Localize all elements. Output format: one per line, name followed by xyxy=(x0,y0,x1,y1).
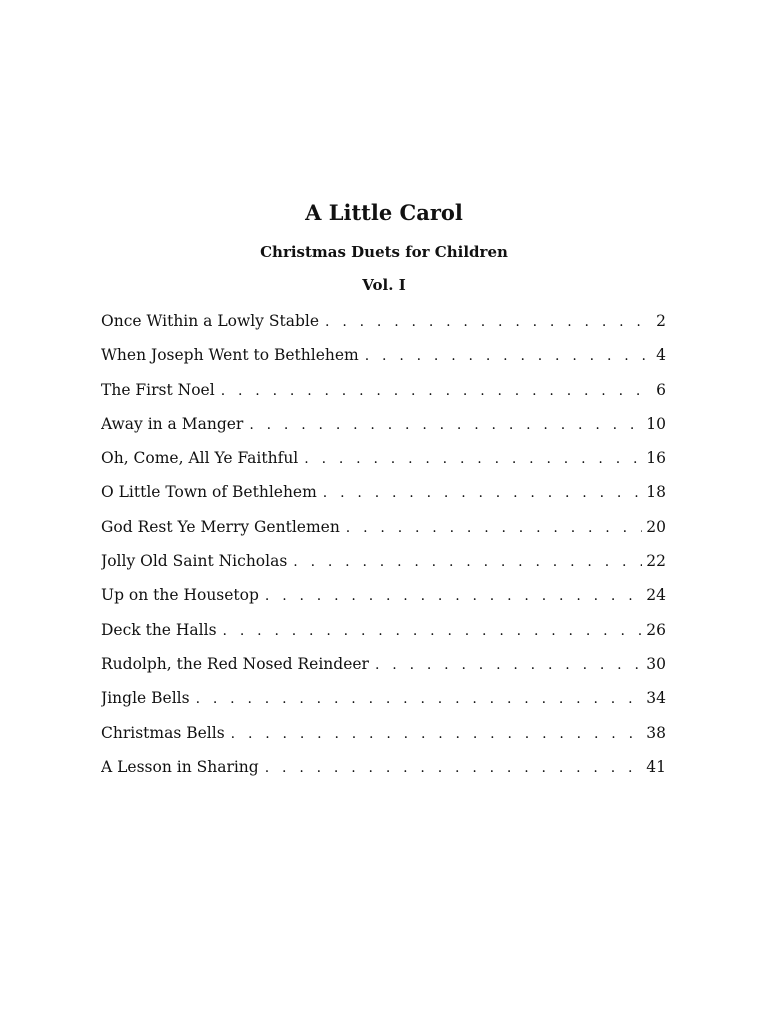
dot-leader xyxy=(265,585,642,607)
dot-leader xyxy=(223,620,643,642)
toc-entry xyxy=(101,379,666,413)
document-title: A Little Carol xyxy=(305,200,463,225)
toc-entry xyxy=(101,619,666,653)
toc-entry xyxy=(101,584,666,618)
toc-entry-page: 26 xyxy=(646,620,666,639)
dot-leader xyxy=(346,517,642,539)
toc-entry-title: A Lesson in Sharing xyxy=(101,757,259,776)
toc-entry xyxy=(101,687,666,721)
document-subtitle: Christmas Duets for Children xyxy=(260,243,508,261)
dot-leader xyxy=(375,654,642,676)
toc-entry-title: Jingle Bells xyxy=(101,689,190,708)
toc-entry xyxy=(101,550,666,584)
toc-entry-page: 10 xyxy=(646,414,666,433)
toc-entry-page: 30 xyxy=(646,654,666,673)
toc-entry-title: Oh, Come, All Ye Faithful xyxy=(101,449,299,468)
toc-entry-title: O Little Town of Bethlehem xyxy=(101,483,317,502)
dot-leader xyxy=(196,688,643,710)
dot-leader xyxy=(231,723,643,745)
toc-entry-title: Rudolph, the Red Nosed Reindeer xyxy=(101,654,369,673)
dot-leader xyxy=(265,757,643,779)
dot-leader xyxy=(323,482,642,504)
toc-entry-page: 24 xyxy=(646,586,666,605)
toc-entry-page: 20 xyxy=(646,517,666,536)
toc-entry-title: Jolly Old Saint Nicholas xyxy=(101,552,288,571)
toc-entry-title: Once Within a Lowly Stable xyxy=(101,312,320,330)
dot-leader xyxy=(365,345,648,367)
toc-entry-title: Away in a Manger xyxy=(101,414,244,433)
dot-leader xyxy=(325,311,648,333)
table-of-contents xyxy=(101,310,666,790)
toc-entry-title: God Rest Ye Merry Gentlemen xyxy=(101,517,340,536)
dot-leader xyxy=(221,380,648,402)
toc-entry-title: Deck the Halls xyxy=(101,620,217,639)
toc-entry xyxy=(101,653,666,687)
toc-entry-title: When Joseph Went to Bethlehem xyxy=(101,346,359,365)
toc-entry-page: 22 xyxy=(646,552,666,571)
toc-entry xyxy=(101,344,666,378)
toc-entry-page: 34 xyxy=(646,689,666,708)
toc-entry-page: 2 xyxy=(656,312,666,330)
toc-entry xyxy=(101,722,666,756)
toc-entry xyxy=(101,756,666,790)
toc-entry-page: 38 xyxy=(646,723,666,742)
toc-entry-title: Christmas Bells xyxy=(101,723,225,742)
volume-label: Vol. I xyxy=(362,276,406,294)
dot-leader xyxy=(249,414,642,436)
toc-entry xyxy=(101,481,666,515)
toc-entry xyxy=(101,413,666,447)
toc-entry-title: Up on the Housetop xyxy=(101,586,259,605)
toc-entry xyxy=(101,516,666,550)
toc-entry-page: 16 xyxy=(646,449,666,468)
toc-entry-page: 18 xyxy=(646,483,666,502)
toc-entry-page: 6 xyxy=(656,380,666,399)
dot-leader xyxy=(304,448,642,470)
dot-leader xyxy=(293,551,642,573)
toc-entry-title: The First Noel xyxy=(101,380,215,399)
toc-entry-page: 41 xyxy=(646,757,666,776)
toc-entry xyxy=(101,310,666,344)
toc-entry xyxy=(101,447,666,481)
toc-entry-page: 4 xyxy=(656,346,666,365)
